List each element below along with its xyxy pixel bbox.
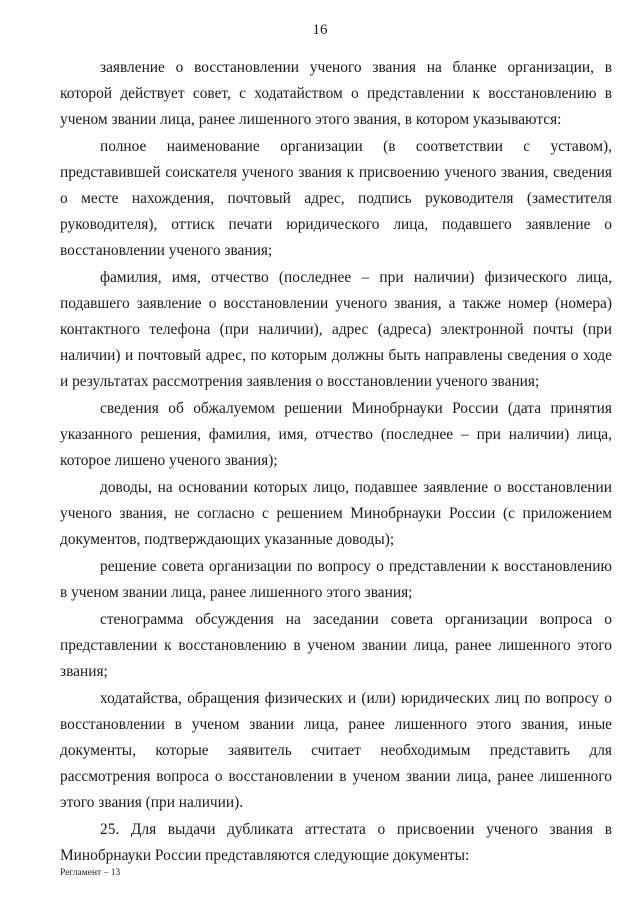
paragraph-application: заявление о восстановлении ученого звания на бланке организации, в которой действует совет, с ходатайством о представлении к восстановлению в ученом звании лица, ранее лишенного этого звания, в котором указываются: <box>60 59 612 128</box>
paragraph-council-decision: решение совета организации по вопросу о представлении к восстановлению в ученом звании лица, ранее лишенного этого звания; <box>60 558 612 601</box>
paragraph-arguments: доводы, на основании которых лицо, подавшее заявление о восстановлении ученого звания, не согласно с решением Минобрнауки России (с приложением документов, подтверждающих указанные доводы); <box>60 479 612 548</box>
page-number: 16 <box>312 22 328 38</box>
document-body <box>60 55 612 869</box>
paragraph-appealed-decision: сведения об обжалуемом решении Минобрнауки России (дата принятия указанного решения, фамилия, имя, отчество (последнее – при наличии) лица, которое лишено ученого звания); <box>60 400 612 469</box>
paragraph-transcript: стенограмма обсуждения на заседании совета организации вопроса о представлении к восстановлению в ученом звании лица, ранее лишенного этого звания; <box>60 611 612 680</box>
paragraph-item-25: 25. Для выдачи дубликата аттестата о присвоении ученого звания в Минобрнауки России представляются следующие документы: <box>60 821 612 864</box>
paragraph-organization-name: полное наименование организации (в соответствии с уставом), представившей соискателя ученого звания к присвоению ученого звания, сведения о месте нахождения, почтовый адрес, подпись руководителя (заместителя руководителя), оттиск печати юридического лица, подавшего заявление о восстановлении ученого звания; <box>60 138 612 259</box>
paragraph-petitions: ходатайства, обращения физических и (или) юридических лиц по вопросу о восстановлении в ученом звании лица, ранее лишенного этого звания, иные документы, которые заявитель считает необходимым представить для рассмотрения вопроса о восстановлении в ученом звании лица, ранее лишенного этого звания (при наличии). <box>60 690 612 811</box>
paragraph-applicant-details: фамилия, имя, отчество (последнее – при наличии) физического лица, подавшего заявление о восстановлении ученого звания, а также номер (номера) контактного телефона (при наличии), адрес (адреса) электронной почты (при наличии) и почтовый адрес, по которым должны быть направлены сведения о ходе и результатах рассмотрения заявления о восстановлении ученого звания; <box>60 269 612 390</box>
footer-label: Регламент – 13 <box>60 868 121 878</box>
